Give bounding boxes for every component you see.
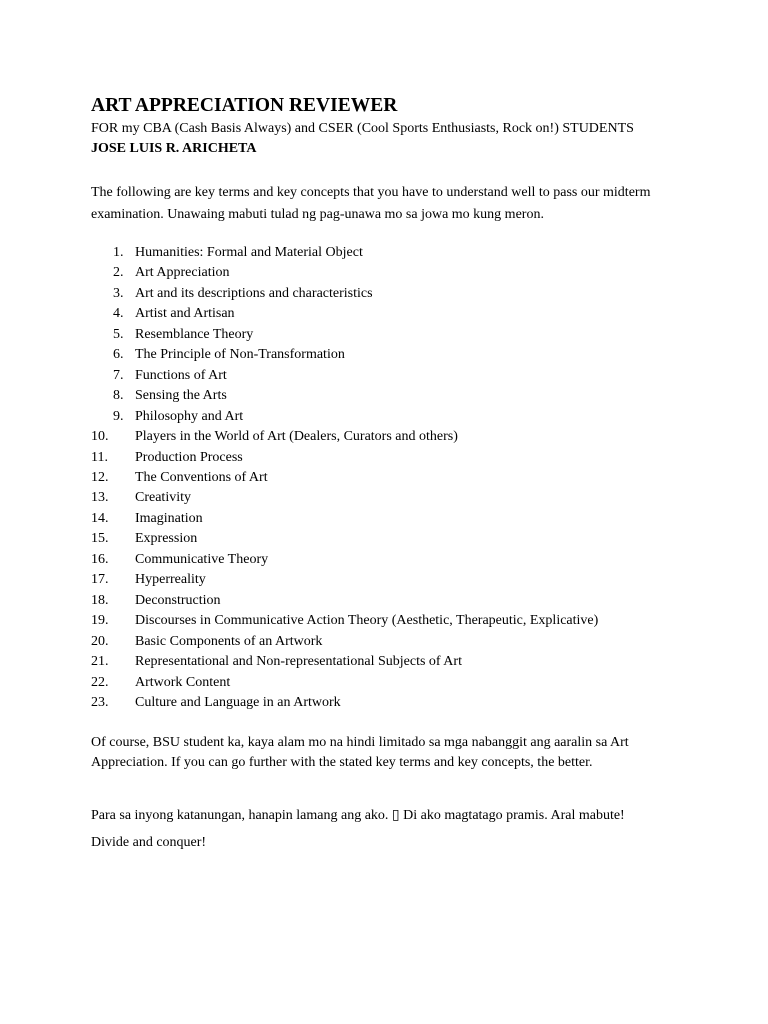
- intro-paragraph: The following are key terms and key concepts that you have to understand well to pass our midterm examination. Unawaing mabuti tulad ng pag-unawa mo sa jowa mo kung meron.: [91, 185, 651, 222]
- list-item-text: Philosophy and Art: [135, 408, 244, 424]
- list-item-number: 11.: [91, 449, 108, 465]
- list-item-number: 9.: [113, 408, 124, 424]
- list-item-number: 13.: [91, 490, 109, 506]
- list-item: [91, 591, 691, 611]
- author-name: JOSE LUIS R. ARICHETA: [91, 141, 257, 156]
- list-item-text: Communicative Theory: [135, 551, 269, 567]
- list-item: [91, 570, 691, 590]
- list-item-text: Hyperreality: [135, 572, 206, 588]
- key-terms-list: [91, 243, 691, 713]
- list-item-number: 15.: [91, 531, 109, 547]
- list-item: [91, 304, 691, 324]
- list-item-text: Players in the World of Art (Dealers, Curators and others): [135, 429, 458, 445]
- signoff-text: Divide and conquer!: [91, 835, 207, 851]
- list-item-number: 4.: [113, 306, 124, 322]
- list-item-text: Deconstruction: [135, 592, 221, 608]
- list-item-number: 19.: [91, 613, 109, 629]
- list-item-number: 20.: [91, 633, 109, 649]
- list-item-number: 1.: [113, 245, 124, 260]
- list-item-number: 23.: [91, 694, 109, 710]
- list-item: [91, 243, 691, 263]
- list-item-number: 16.: [91, 551, 109, 567]
- list-item-text: Expression: [135, 531, 198, 547]
- list-item-number: 21.: [91, 654, 109, 670]
- list-item-text: Art Appreciation: [135, 265, 230, 281]
- list-item-text: Creativity: [135, 490, 191, 506]
- document-title: ART APPRECIATION REVIEWER: [91, 95, 398, 116]
- list-item-number: 12.: [91, 469, 109, 485]
- list-item: [91, 448, 691, 468]
- list-item-number: 18.: [91, 592, 109, 608]
- list-item-text: Culture and Language in an Artwork: [135, 694, 341, 710]
- list-item-number: 5.: [113, 326, 124, 342]
- list-item-text: Humanities: Formal and Material Object: [135, 245, 363, 260]
- list-item-text: Artwork Content: [135, 674, 231, 690]
- list-item-number: 14.: [91, 510, 109, 526]
- list-item-text: Production Process: [135, 449, 243, 465]
- list-item-number: 10.: [91, 429, 109, 445]
- list-item: [91, 550, 691, 570]
- list-item: [91, 488, 691, 508]
- list-item: [91, 693, 691, 713]
- list-item: [91, 509, 691, 529]
- list-item: [91, 325, 691, 345]
- list-item-text: Functions of Art: [135, 367, 227, 383]
- list-item: [91, 407, 691, 427]
- list-item-text: Artist and Artisan: [135, 306, 235, 322]
- list-item-text: Resemblance Theory: [135, 326, 254, 342]
- list-item-number: 8.: [113, 388, 124, 404]
- list-item: [91, 468, 691, 488]
- list-item-number: 6.: [113, 347, 124, 363]
- list-item: [91, 427, 691, 447]
- list-item-text: Imagination: [135, 510, 203, 526]
- list-item-number: 22.: [91, 674, 109, 690]
- document-subtitle: FOR my CBA (Cash Basis Always) and CSER (Cool Sports Enthusiasts, Rock on!) STUDENTS: [91, 121, 634, 136]
- closing-paragraph: Of course, BSU student ka, kaya alam mo na hindi limitado sa mga nabanggit ang aaralin sa Art Appreciation. If you can go further with the stated key terms and key concepts, the better.: [91, 735, 629, 771]
- list-item: [91, 386, 691, 406]
- list-item: [91, 366, 691, 386]
- list-item-text: The Conventions of Art: [135, 469, 268, 485]
- list-item-text: The Principle of Non-Transformation: [135, 347, 345, 363]
- list-item-text: Basic Components of an Artwork: [135, 633, 323, 649]
- list-item: [91, 632, 691, 652]
- list-item-number: 2.: [113, 265, 124, 281]
- list-item: [91, 652, 691, 672]
- list-item: [91, 345, 691, 365]
- list-item-text: Representational and Non-representational Subjects of Art: [135, 654, 462, 670]
- list-item: [91, 611, 691, 631]
- list-item: [91, 263, 691, 283]
- list-item-number: 3.: [113, 285, 124, 301]
- list-item: [91, 284, 691, 304]
- list-item-text: Sensing the Arts: [135, 388, 227, 404]
- list-item: [91, 529, 691, 549]
- list-item-text: Discourses in Communicative Action Theory (Aesthetic, Therapeutic, Explicative): [135, 613, 599, 629]
- contact-paragraph: Para sa inyong katanungan, hanapin lamang ang ako. ▯ Di ako magtatago pramis. Aral mabute!: [91, 808, 625, 824]
- list-item-number: 17.: [91, 572, 109, 588]
- document-page: [91, 94, 691, 853]
- list-item: [91, 673, 691, 693]
- list-item-number: 7.: [113, 367, 124, 383]
- list-item-text: Art and its descriptions and characteristics: [135, 285, 373, 301]
